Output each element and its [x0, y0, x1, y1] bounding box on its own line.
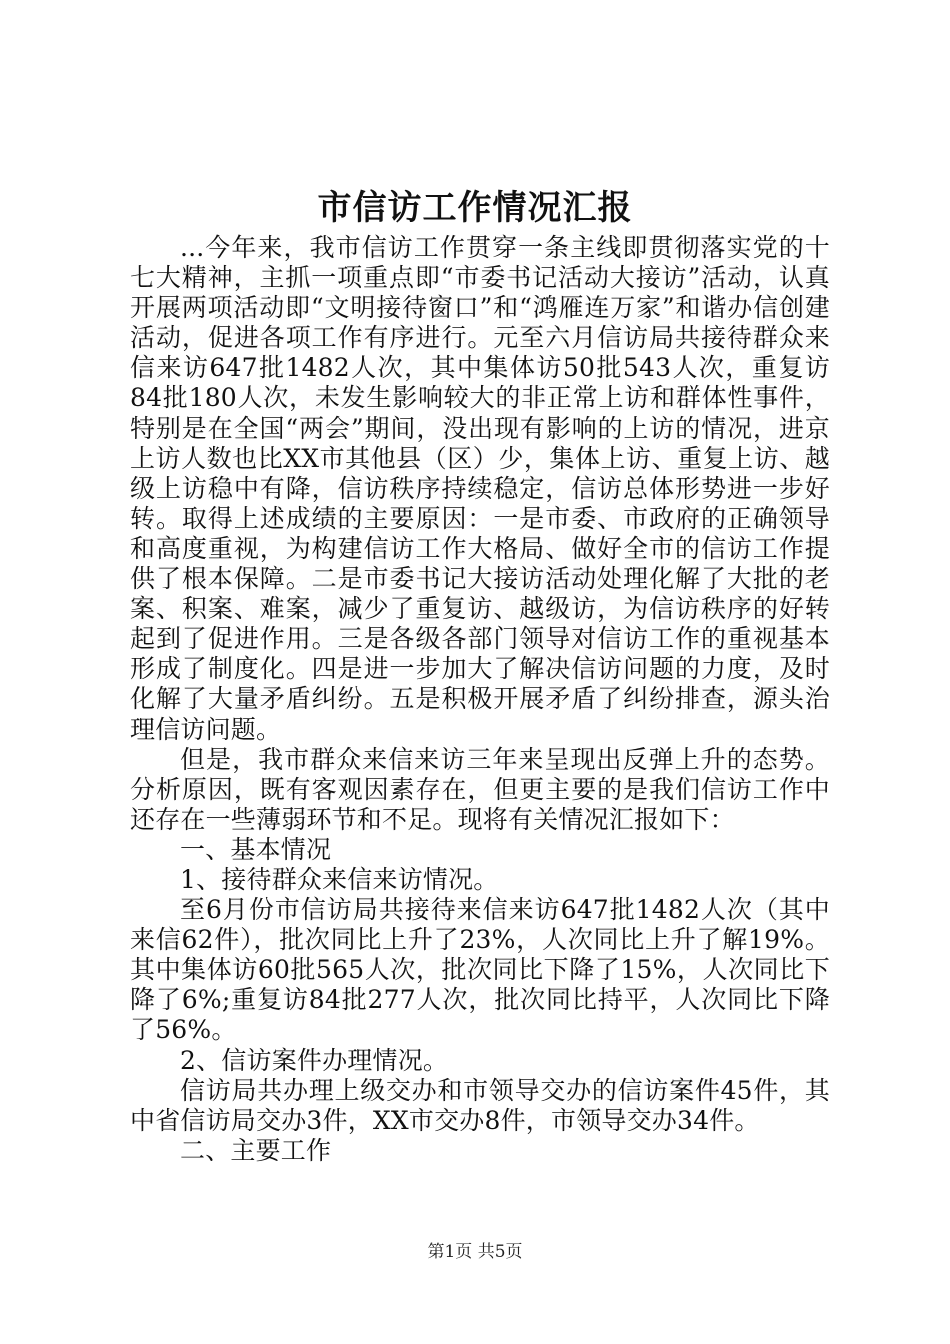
- paragraph-reception-stats: 至6月份市信访局共接待来信来访647批1482人次（其中来信62件），批次同比上升了23%，人次同比上升了解19%。其中集体访60批565人次，批次同比下降了15%，人次同比下降了6%;重复访84批277人次，批次同比持平，人次同比下降了56%。: [130, 895, 830, 1045]
- paragraph-however: 但是，我市群众来信来访三年来呈现出反弹上升的态势。分析原因，既有客观因素存在，但更主要的是我们信访工作中还存在一些薄弱环节和不足。现将有关情况汇报如下：: [130, 744, 830, 834]
- section-heading-basic-situation: 一、基本情况: [180, 834, 332, 864]
- paragraph-case-handling: 信访局共办理上级交办和市领导交办的信访案件45件，其中省信访局交办3件，XX市交办8件，市领导交办34件。: [130, 1075, 830, 1135]
- section-heading-main-work: 二、主要工作: [180, 1135, 332, 1165]
- subsection-heading-case-handling: 2、信访案件办理情况。: [180, 1045, 449, 1075]
- page-number-footer: 第1页 共5页: [427, 1242, 523, 1262]
- subsection-heading-reception: 1、接待群众来信来访情况。: [180, 864, 499, 894]
- paragraph-intro: ...今年来，我市信访工作贯穿一条主线即贯彻落实党的十七大精神，主抓一项重点即“市委书记活动大接访”活动，认真开展两项活动即“文明接待窗口”和“鸿雁连万家”和谐办信创建活动，促进各项工作有序进行。元至六月信访局共接待群众来信来访647批1482人次，其中集体访50批543人次，重复访84批180人次，未发生影响较大的非正常上访和群体性事件，特别是在全国“两会”期间，没出现有影响的上访的情况，进京上访人数也比XX市其他县（区）少，集体上访、重复上访、越级上访稳中有降，信访秩序持续稳定，信访总体形势进一步好转。取得上述成绩的主要原因：一是市委、市政府的正确领导和高度重视，为构建信访工作大格局、做好全市的信访工作提供了根本保障。二是市委书记大接访活动处理化解了大批的老案、积案、难案，减少了重复访、越级访，为信访秩序的好转起到了促进作用。三是各级各部门领导对信访工作的重视基本形成了制度化。四是进一步加大了解决信访问题的力度，及时化解了大量矛盾纠纷。五是积极开展矛盾了纠纷排查，源头治理信访问题。: [130, 233, 830, 744]
- document-body: [130, 233, 830, 1166]
- document-title: 市信访工作情况汇报: [317, 188, 633, 228]
